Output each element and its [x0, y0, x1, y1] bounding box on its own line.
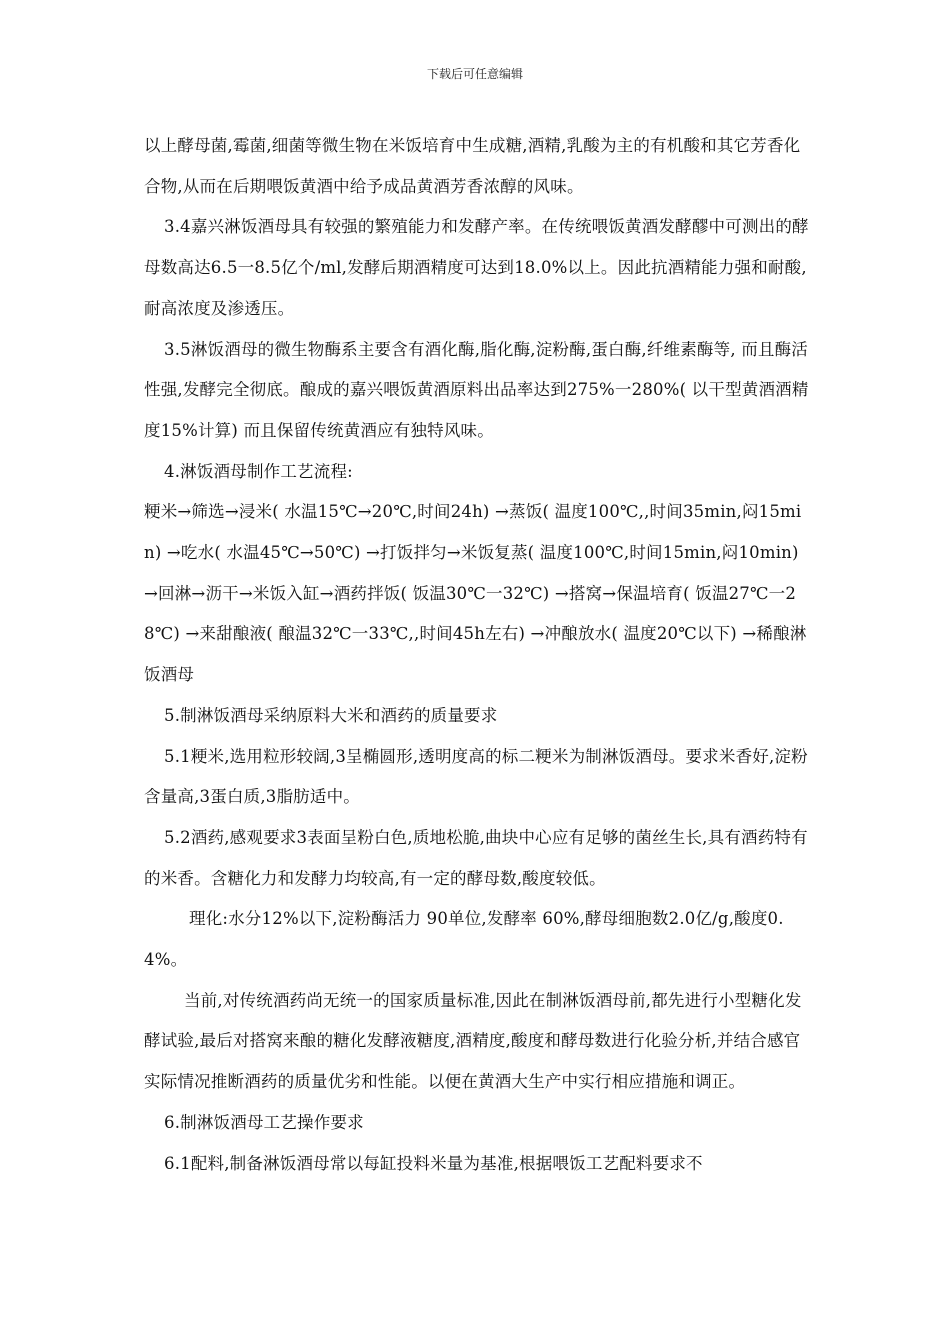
document-body — [144, 126, 812, 1184]
heading-section-6: 6.制淋饭酒母工艺操作要求 — [164, 1112, 364, 1132]
paragraph-section-5-1: 5.1粳米,选用粒形较阔,3呈椭圆形,透明度高的标二粳米为制淋饭酒母。要求米香好,淀粉含量高,3蛋白质,3脂肪适中。 — [144, 746, 808, 807]
paragraph-section-3-5: 3.5淋饭酒母的微生物酶系主要含有酒化酶,脂化酶,淀粉酶,蛋白酶,纤维素酶等, 而且酶活性强,发酵完全彻底。酿成的嘉兴喂饭黄酒原料出品率达到275%一280%( 以干型黄酒酒精度15%计算) 而且保留传统黄酒应有独特风味。 — [144, 339, 809, 440]
paragraph-section-6-1: 6.1配料,制备淋饭酒母常以每缸投料米量为基准,根据喂饭工艺配料要求不 — [164, 1153, 703, 1173]
paragraph-physicochemical: 理化:水分12%以下,淀粉酶活力 90单位,发酵率 60%,酵母细胞数2.0亿/g,酸度0.4%。 — [144, 909, 784, 970]
paragraph-section-5-2: 5.2酒药,感观要求3表面呈粉白色,质地松脆,曲块中心应有足够的菌丝生长,具有酒药特有的米香。含糖化力和发酵力均较高,有一定的酵母数,酸度较低。 — [144, 827, 808, 888]
heading-section-5: 5.制淋饭酒母采纳原料大米和酒药的质量要求 — [164, 705, 498, 725]
paragraph-current-status: 当前,对传统酒药尚无统一的国家质量标准,因此在制淋饭酒母前,都先进行小型糖化发酵试验,最后对搭窝来酿的糖化发酵液糖度,酒精度,酸度和酵母数进行化验分析,并结合感官实际情况推断酒药的质量优劣和性能。以便在黄酒大生产中实行相应措施和调正。 — [144, 990, 802, 1092]
heading-section-4: 4.淋饭酒母制作工艺流程: — [164, 461, 353, 481]
page-header: 下载后可任意编辑 — [426, 67, 523, 81]
paragraph-1: 以上酵母菌,霉菌,细菌等微生物在米饭培育中生成糖,酒精,乳酸为主的有机酸和其它芳香化合物,从而在后期喂饭黄酒中给予成品黄酒芳香浓醇的风味。 — [144, 136, 801, 196]
process-flow-paragraph: 粳米→筛选→浸米( 水温15℃→20℃,时间24h) →蒸饭( 温度100℃,,时间35min,闷15min) →吃水( 水温45℃→50℃) →打饭拌匀→米饭复蒸( 温度100℃,时间15min,闷10min) →回淋→沥干→米饭入缸→酒药拌饭( 饭温30℃一32℃) →搭窝→保温培育( 饭温27℃一28℃) →来甜酿液( 酿温32℃一33℃,,时间45h左右) →冲酿放水( 温度20℃以下) →稀酿淋饭酒母 — [144, 502, 807, 685]
paragraph-section-3-4: 3.4嘉兴淋饭酒母具有较强的繁殖能力和发酵产率。在传统喂饭黄酒发酵醪中可测出的酵母数高达6.5一8.5亿个/ml,发酵后期酒精度可达到18.0%以上。因此抗酒精能力强和耐酸,耐高浓度及渗透压。 — [144, 217, 809, 318]
